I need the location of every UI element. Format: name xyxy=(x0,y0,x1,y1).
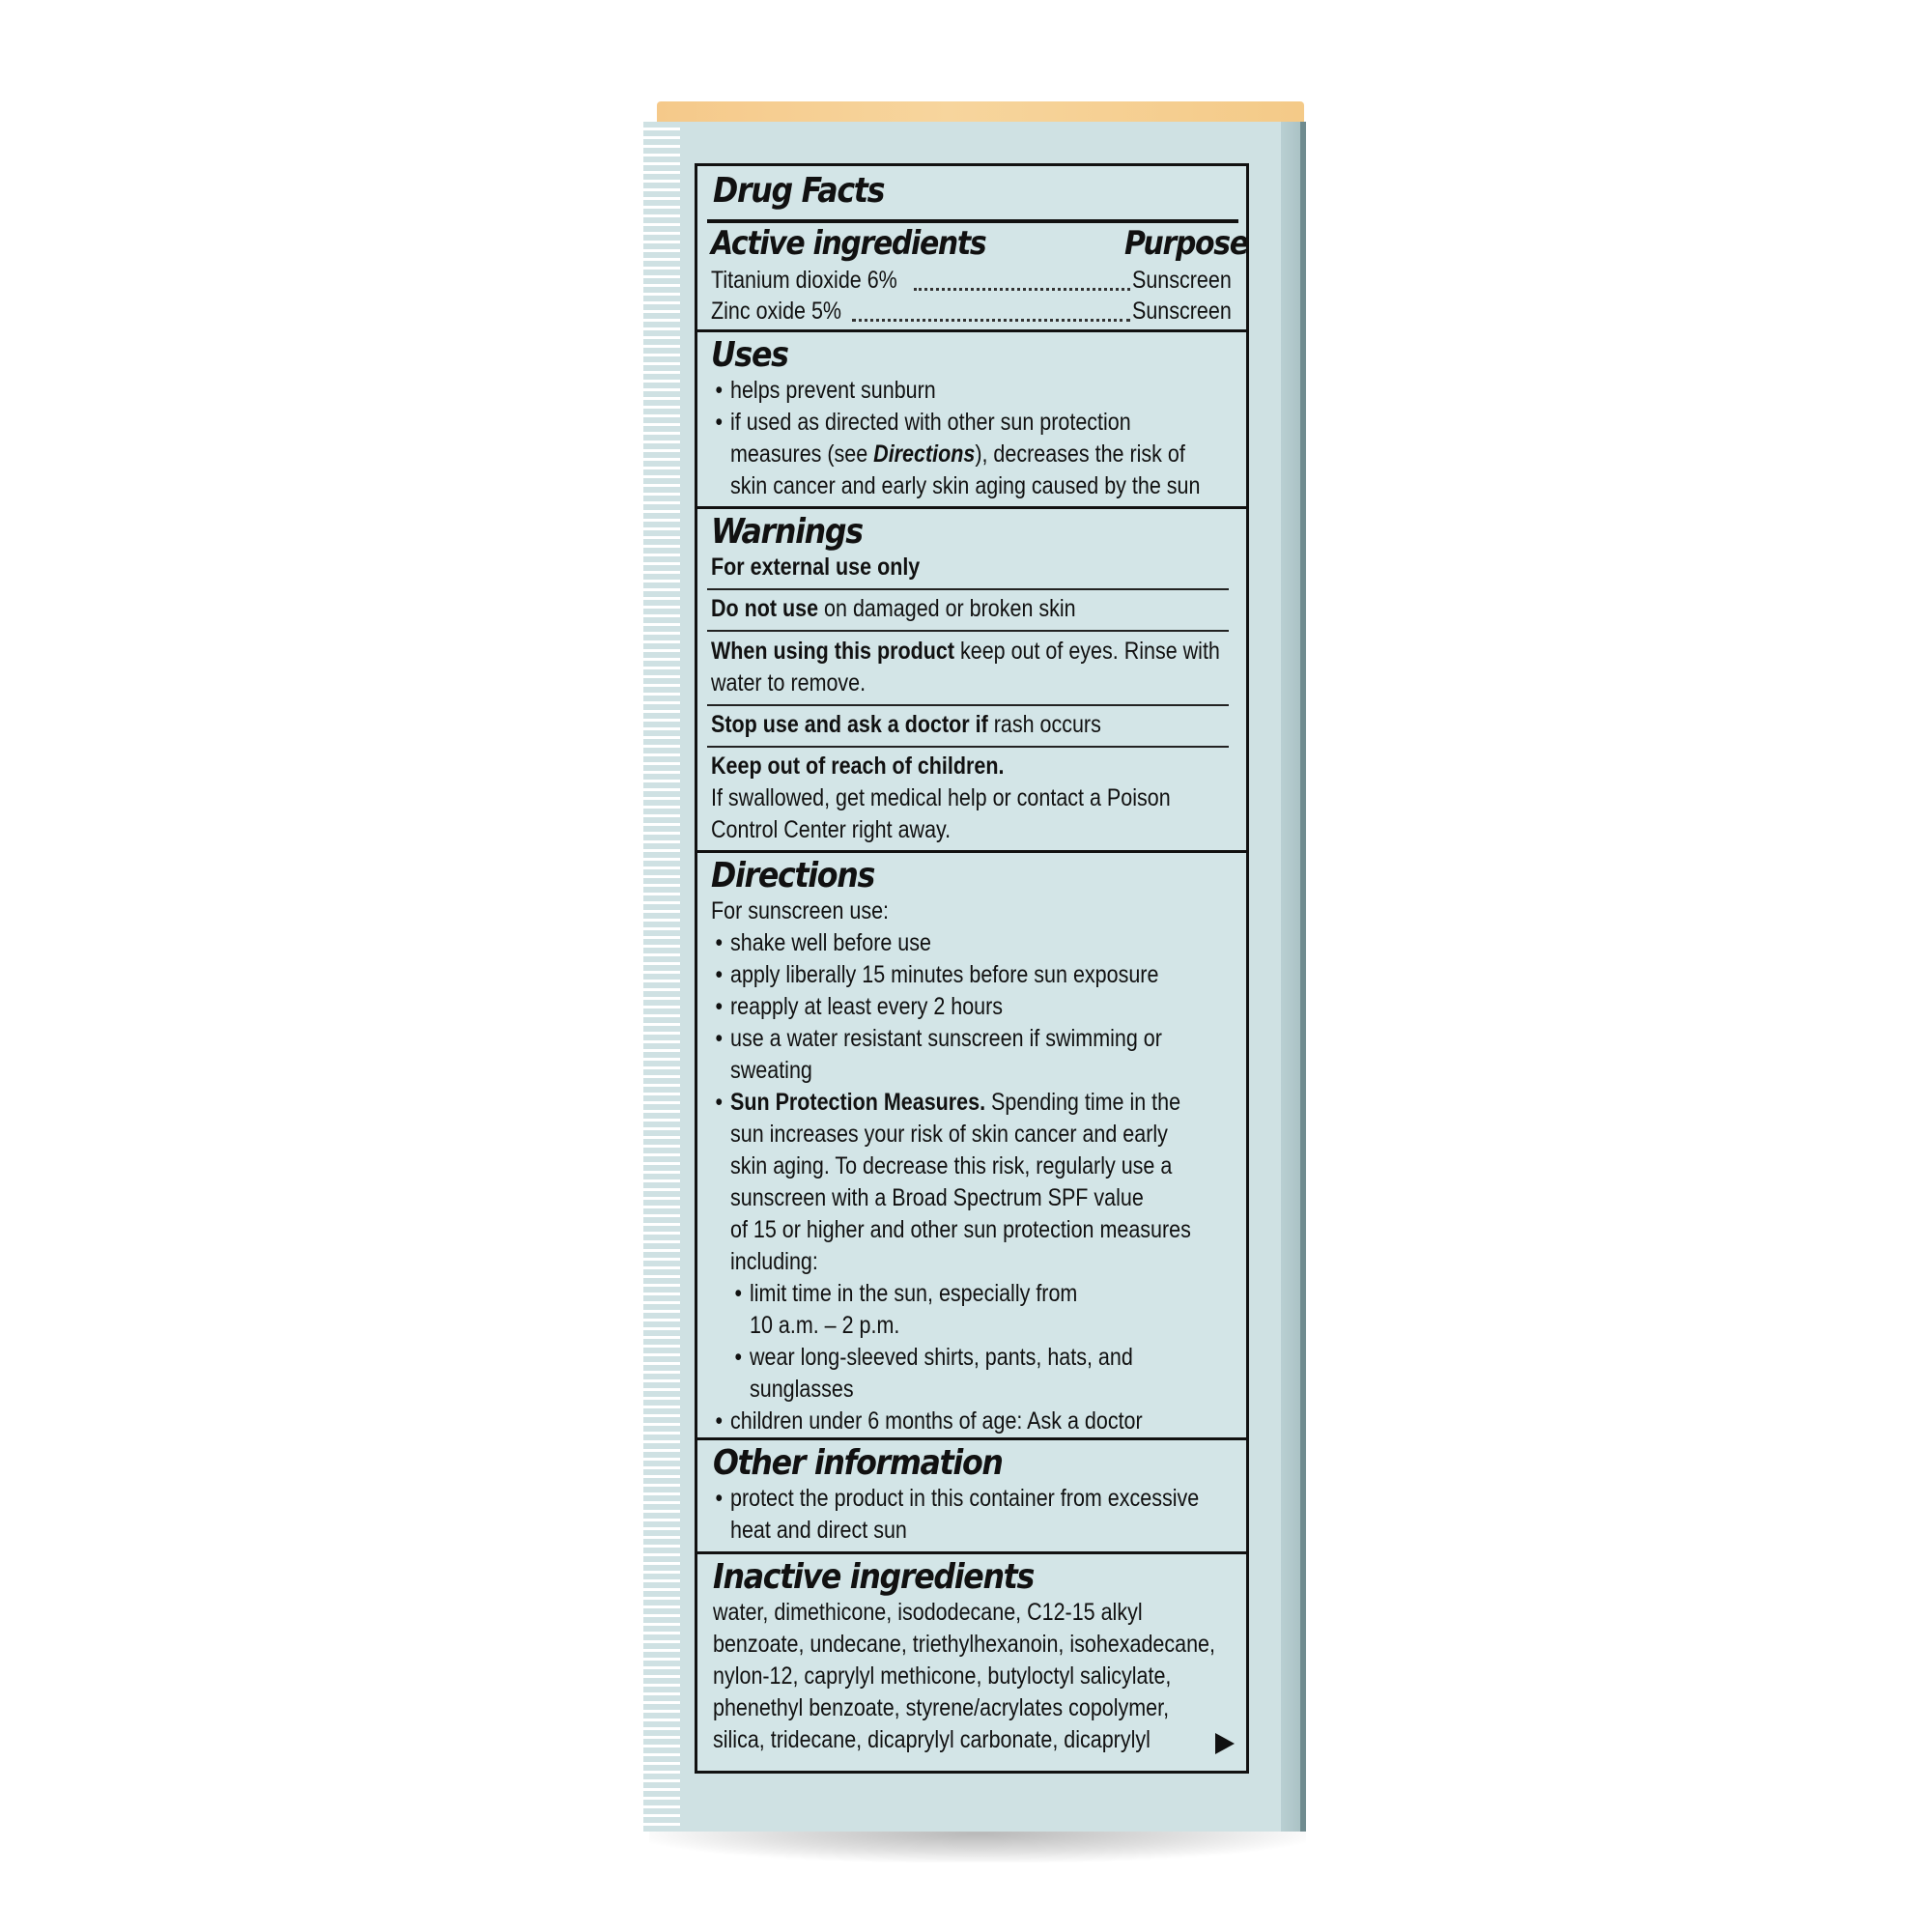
inactive-ingredients-line: water, dimethicone, isododecane, C12-15 alkyl xyxy=(713,1599,1143,1626)
directions-section xyxy=(697,853,1246,1440)
directions-subline: • limit time in the sun, especially from xyxy=(750,1278,1077,1310)
uses-heading: Uses xyxy=(711,335,788,375)
other-information-line: • protect the product in this container from excessive xyxy=(730,1483,1199,1515)
warning-divider xyxy=(707,630,1229,632)
inactive-ingredients-heading: Inactive ingredients xyxy=(713,1557,1035,1597)
stop-use-warning: Stop use and ask a doctor if rash occurs xyxy=(711,711,1101,738)
active-ingredients-heading: Active ingredients xyxy=(711,224,986,263)
uses-line: measures (see Directions), decreases the risk of xyxy=(730,440,1185,468)
directions-subline: • wear long-sleeved shirts, pants, hats, and xyxy=(750,1342,1133,1374)
dot-leader xyxy=(852,319,1130,322)
ingredient-name: Zinc oxide 5% xyxy=(711,298,842,325)
directions-line: • children under 6 months of age: Ask a doctor xyxy=(730,1406,1143,1437)
keep-out-warning: Keep out of reach of children. xyxy=(711,753,1005,780)
uses-line: skin cancer and early skin aging caused by the sun xyxy=(730,472,1201,499)
inactive-ingredients-line: silica, tridecane, dicaprylyl carbonate, dicaprylyl xyxy=(713,1726,1151,1753)
title-rule xyxy=(707,219,1238,223)
do-not-use-warning: Do not use on damaged or broken skin xyxy=(711,595,1076,622)
directions-line: • reapply at least every 2 hours xyxy=(730,991,1003,1023)
directions-line: • apply liberally 15 minutes before sun exposure xyxy=(730,959,1158,991)
warnings-section xyxy=(697,509,1246,853)
warning-divider xyxy=(707,704,1229,706)
directions-line: sweating xyxy=(730,1057,812,1084)
keep-out-text: If swallowed, get medical help or contact a Poison xyxy=(711,784,1171,811)
uses-line: • if used as directed with other sun protection xyxy=(730,407,1131,439)
drug-facts-title: Drug Facts xyxy=(713,171,885,211)
when-using-warning-cont: water to remove. xyxy=(711,669,867,696)
other-information-heading: Other information xyxy=(713,1443,1003,1483)
directions-subline: 10 a.m. – 2 p.m. xyxy=(750,1312,900,1339)
ingredient-name: Titanium dioxide 6% xyxy=(711,267,897,294)
box-right-edge xyxy=(1300,122,1306,1832)
directions-line: • use a water resistant sunscreen if swimming or xyxy=(730,1023,1162,1055)
inactive-ingredients-section xyxy=(697,1554,1246,1771)
warning-divider xyxy=(707,746,1229,748)
active-ingredients-section xyxy=(697,166,1246,332)
uses-section xyxy=(697,332,1246,509)
directions-line: • Sun Protection Measures. Spending time in the xyxy=(730,1087,1180,1119)
external-use-warning: For external use only xyxy=(711,554,921,581)
warning-divider xyxy=(707,588,1229,590)
keep-out-text: Control Center right away. xyxy=(711,816,952,843)
box-edge-stripes xyxy=(643,122,680,1832)
directions-subline: sunglasses xyxy=(750,1376,854,1403)
directions-line: For sunscreen use: xyxy=(711,897,890,924)
drug-facts-panel xyxy=(695,163,1249,1774)
inactive-ingredients-line: nylon-12, caprylyl methicone, butyloctyl salicylate, xyxy=(713,1662,1172,1690)
directions-heading: Directions xyxy=(711,856,875,895)
ingredient-purpose: Sunscreen xyxy=(1132,267,1232,294)
ingredient-purpose: Sunscreen xyxy=(1132,298,1232,325)
directions-line: • shake well before use xyxy=(730,927,931,959)
directions-line: sun increases your risk of skin cancer and early xyxy=(730,1121,1168,1148)
when-using-warning: When using this product keep out of eyes. Rinse with xyxy=(711,638,1220,665)
purpose-heading: Purpose xyxy=(1124,224,1248,263)
dot-leader xyxy=(914,288,1130,291)
inactive-ingredients-line: phenethyl benzoate, styrene/acrylates copolymer, xyxy=(713,1694,1170,1721)
continue-arrow-icon xyxy=(1215,1733,1235,1754)
inactive-ingredients-line: benzoate, undecane, triethylhexanoin, isohexadecane, xyxy=(713,1631,1215,1658)
directions-line: of 15 or higher and other sun protection measures xyxy=(730,1216,1191,1243)
directions-line: skin aging. To decrease this risk, regularly use a xyxy=(730,1152,1173,1179)
other-information-line: heat and direct sun xyxy=(730,1517,907,1544)
uses-line: • helps prevent sunburn xyxy=(730,375,936,407)
directions-line: including: xyxy=(730,1248,818,1275)
warnings-heading: Warnings xyxy=(711,512,863,552)
other-information-section xyxy=(697,1440,1246,1554)
directions-line: sunscreen with a Broad Spectrum SPF value xyxy=(730,1184,1144,1211)
